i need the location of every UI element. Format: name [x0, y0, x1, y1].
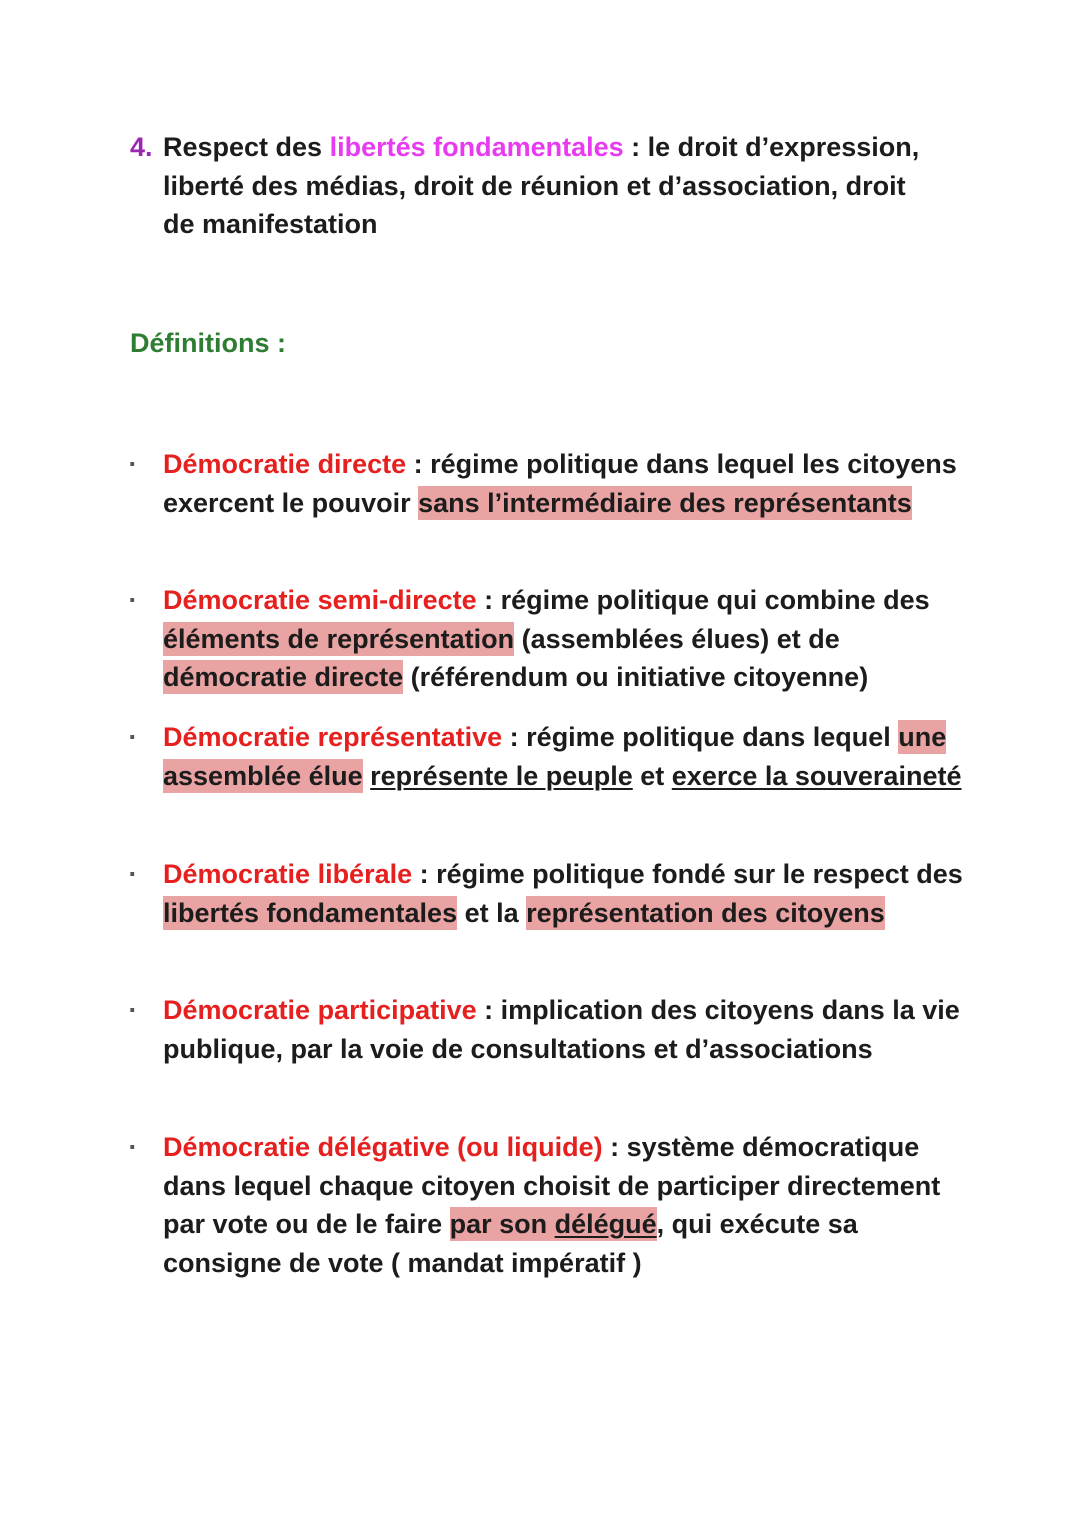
bullet-icon: ·	[128, 1132, 138, 1162]
highlighted-text: démocratie directe	[163, 662, 404, 692]
highlighted-text: une assemblée élue	[163, 722, 947, 791]
bullet-icon: ·	[128, 995, 138, 1025]
underlined-text: représente le peuple	[370, 760, 633, 791]
bullet-icon: ·	[128, 585, 138, 615]
definition-term: Démocratie délégative (ou liquide)	[163, 1132, 603, 1162]
point-4-term: libertés fondamentales	[329, 132, 624, 162]
bullet-icon: ·	[128, 722, 138, 752]
definitions-heading: Définitions :	[130, 328, 286, 358]
underlined-text: exerce la souveraineté	[671, 760, 962, 791]
definition-item	[128, 991, 963, 1068]
definition-item	[128, 855, 963, 932]
highlighted-text: libertés fondamentales	[163, 897, 458, 928]
definition-term: Démocratie participative	[163, 995, 477, 1025]
definition-text: : régime politique qui combine des	[476, 585, 930, 615]
point-4-rest: : le droit d’expression, liberté des médias, droit de réunion et d’association, droit de manifestation	[163, 132, 920, 239]
definition-text: , qui exécute sa consigne de vote ( mandat impératif )	[163, 1209, 858, 1278]
point-4-lead: Respect des	[163, 132, 330, 162]
definition-text: (assemblées élues) et de	[514, 623, 840, 654]
definition-item	[128, 445, 963, 522]
definition-item	[128, 581, 963, 697]
definition-text: et	[632, 760, 672, 791]
point-4-text	[130, 128, 920, 244]
point-4-number: 4.	[130, 132, 153, 162]
definition-item	[128, 718, 963, 795]
definition-text: (référendum ou initiative citoyenne)	[403, 662, 869, 692]
highlighted-underlined-text: délégué	[554, 1209, 657, 1239]
definition-text: : régime politique dans lequel	[502, 722, 899, 752]
highlighted-text: par son	[449, 1209, 555, 1239]
definition-term: Démocratie représentative	[163, 722, 503, 752]
definition-term: Démocratie libérale	[163, 859, 413, 889]
definition-text: : système démocratique dans lequel chaque citoyen choisit de participer directement par vote ou de le faire	[163, 1132, 941, 1239]
definition-text: : régime politique dans lequel les citoyens exercent le pouvoir	[163, 449, 957, 518]
highlighted-text: représentation des citoyens	[526, 897, 885, 928]
highlighted-text: sans l’intermédiaire des représentants	[418, 487, 912, 518]
point-4	[130, 128, 920, 244]
definition-text: : implication des citoyens dans la vie publique, par la voie de consultations et d’associations	[163, 995, 960, 1064]
definition-item	[128, 1128, 963, 1282]
definition-term: Démocratie directe	[163, 449, 407, 479]
definition-text: : régime politique fondé sur le respect des	[412, 859, 963, 889]
highlighted-text: éléments de représentation	[163, 623, 515, 654]
bullet-icon: ·	[128, 859, 138, 889]
definition-term: Démocratie semi-directe	[163, 585, 477, 615]
definition-text: et la	[457, 897, 527, 928]
bullet-icon: ·	[128, 449, 138, 479]
